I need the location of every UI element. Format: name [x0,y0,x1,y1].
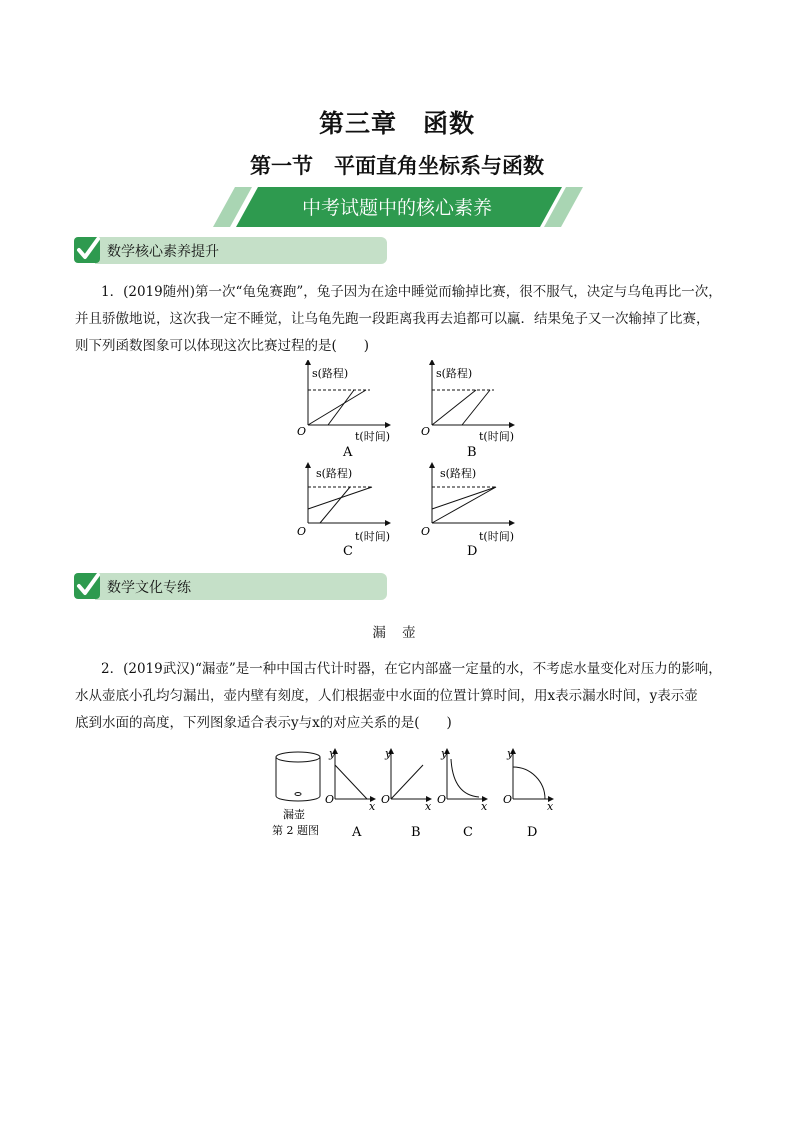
q2-graph-c-origin: O [437,793,447,806]
section2-label: 数学文化专练 [107,580,191,596]
graph-c [297,465,390,559]
q1-line-1: 1．(2019随州)第一次“龟兔赛跑”，兔子因为在途中睡觉而输掉比赛，很不服气，决定与乌龟再比一次， [101,284,722,300]
graph-a-y-label: s(路程) [312,367,349,380]
check-icon [72,231,104,267]
q2-option-a: A [352,825,362,840]
q2-graph-d-x: x [547,800,554,813]
graph-a-x-label: t(时间) [355,430,391,443]
q2-graphs [265,745,565,845]
q1-line-2: 并且骄傲地说，这次我一定不睡觉，让乌龟先跑一段距离我再去追都可以赢．结果兔子又一次输掉了比赛， [75,311,710,327]
q2-graph-d-y: y [507,747,514,760]
section-title: 第一节 平面直角坐标系与函数 [250,154,544,178]
graph-b-origin: O [421,425,431,438]
q2-line-2: 水从壶底小孔均匀漏出，壶内壁有刻度，人们根据壶中水面的位置计算时间，用x表示漏水时间，y表示壶 [75,688,698,704]
q2-option-d: D [527,825,538,840]
graph-d-origin: O [421,525,431,538]
graph-c-origin: O [297,525,307,538]
vessel-figure [272,752,320,837]
q2-option-b: B [411,825,421,840]
graph-b-x-label: t(时间) [479,430,515,443]
section1-label: 数学核心素养提升 [107,244,219,260]
q2-graph-d [503,747,554,840]
graph-b-y-label: s(路程) [436,367,473,380]
q2-line-1: 2．(2019武汉)“漏壶”是一种中国古代计时器，在它内部盛一定量的水，不考虑水量变化对压力的影响， [101,661,722,677]
q2-graph-b [381,747,432,840]
graph-b [421,362,514,460]
q2-graph-a [325,747,376,840]
figure-caption: 第 2 题图 [272,824,319,837]
graph-d-y-label: s(路程) [440,467,477,480]
graph-d-x-label: t(时间) [479,530,515,543]
q2-line-3: 底到水面的高度，下列图象适合表示y与x的对应关系的是( ) [75,715,452,731]
graph-c-option: C [343,544,353,559]
graph-d [421,465,514,559]
subtitle: 漏 壶 [372,625,422,641]
q2-graph-a-origin: O [325,793,335,806]
q2-graph-b-y: y [385,747,392,760]
graph-b-option: B [467,445,477,460]
q1-line-3: 则下列函数图象可以体现这次比赛过程的是( ) [75,338,370,354]
banner-text: 中考试题中的核心素养 [301,197,492,219]
q2-graph-c-y: y [441,747,448,760]
graph-c-y-label: s(路程) [316,467,353,480]
q2-graph-c [437,747,488,840]
q2-graph-b-origin: O [381,793,391,806]
graph-a-origin: O [297,425,307,438]
graph-a-option: A [343,445,353,460]
graph-a [297,362,390,460]
graph-c-x-label: t(时间) [355,530,391,543]
question-1-text [75,279,735,360]
check-icon [72,567,104,603]
q1-graphs [290,360,540,560]
q2-graph-d-origin: O [503,793,513,806]
vessel-label: 漏壶 [283,808,305,821]
question-2-text [75,656,735,737]
q2-graph-a-x: x [369,800,376,813]
chapter-title: 第三章 函数 [318,109,475,138]
q2-graph-b-x: x [425,800,432,813]
q2-option-c: C [463,825,473,840]
graph-d-option: D [467,544,478,559]
q2-graph-c-x: x [481,800,488,813]
q2-graph-a-y: y [329,747,336,760]
